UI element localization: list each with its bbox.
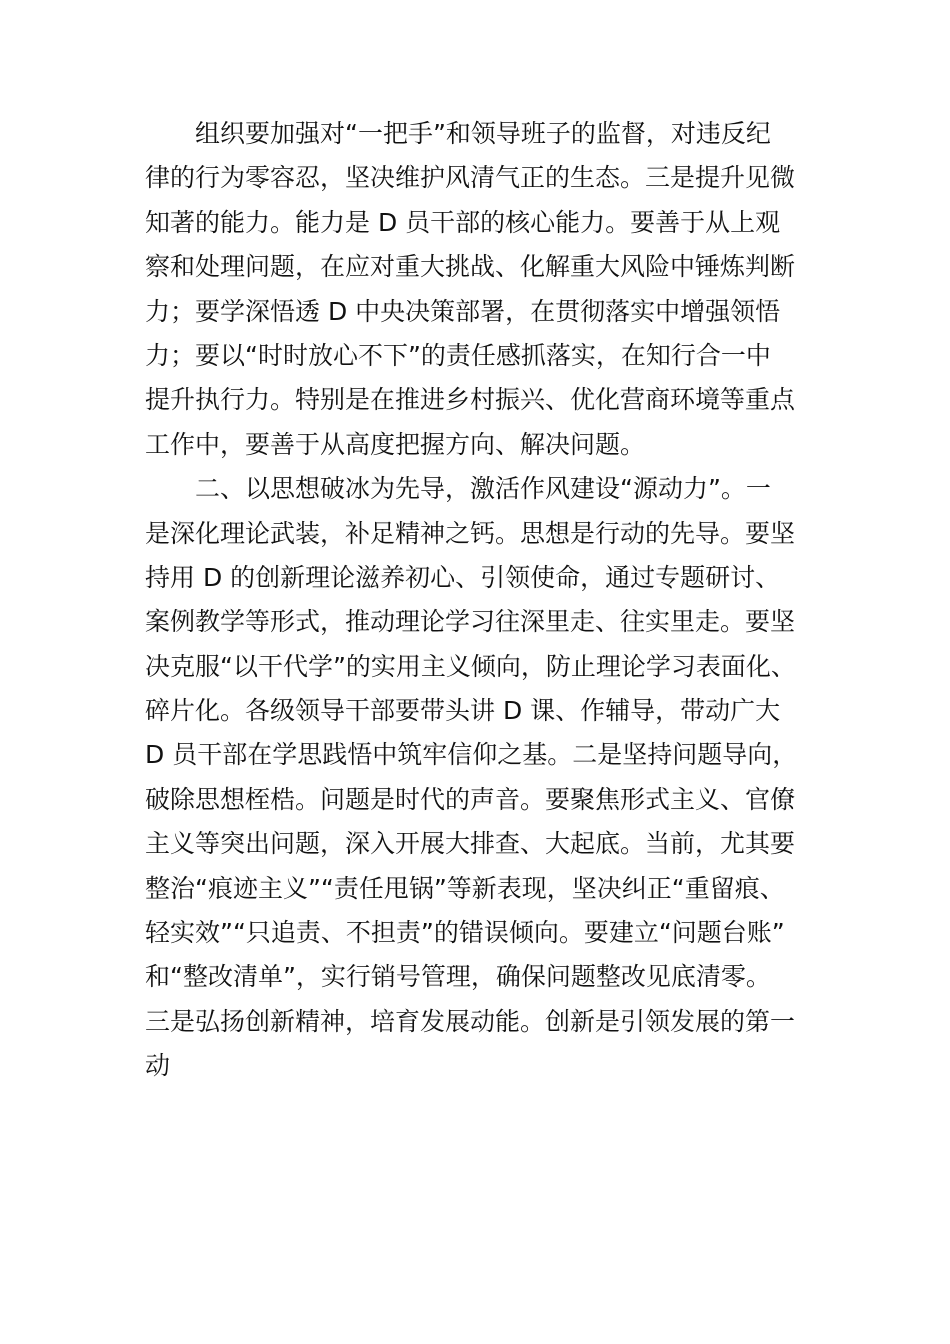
text-line: 是深化理论武装，补足精神之钙。思想是行动的先导。要坚 bbox=[145, 518, 796, 548]
text-line: 案例教学等形式，推动理论学习往深里走、往实里走。要坚 bbox=[145, 607, 796, 637]
text-line: 整治“痕迹主义”“责任甩锅”等新表现，坚决纠正“重留痕、 bbox=[145, 873, 785, 903]
text-line: 力；要以“时时放心不下”的责任感抓落实，在知行合一中 bbox=[145, 340, 771, 370]
text-line: 主义等突出问题，深入开展大排查、大起底。当前，尤其要 bbox=[145, 829, 796, 859]
text-line: 察和处理问题，在应对重大挑战、化解重大风险中锤炼判断 bbox=[145, 252, 796, 282]
text-line: 律的行为零容忍，坚决维护风清气正的生态。三是提升见微 bbox=[145, 163, 796, 193]
text-line: 破除思想桎梏。问题是时代的声音。要聚焦形式主义、官僚 bbox=[145, 784, 796, 814]
text-line: 提升执行力。特别是在推进乡村振兴、优化营商环境等重点 bbox=[145, 385, 796, 415]
text-line: 轻实效”“只追责、不担责”的错误倾向。要建立“问题台账” bbox=[145, 918, 785, 948]
text-line: 工作中，要善于从高度把握方向、解决问题。 bbox=[145, 429, 646, 459]
text-line: 碎片化。各级领导干部要带头讲 D 课、作辅导，带动广大 bbox=[145, 696, 781, 726]
text-line: 持用 D 的创新理论滋养初心、引领使命，通过专题研讨、 bbox=[145, 562, 781, 592]
text-line: 动 bbox=[145, 1051, 171, 1081]
text-line: 组织要加强对“一把手”和领导班子的监督，对违反纪 bbox=[145, 119, 771, 148]
text-line: 知著的能力。能力是 D 员干部的核心能力。要善于从上观 bbox=[145, 207, 781, 237]
text-line: 力；要学深悟透 D 中央决策部署，在贯彻落实中增强领悟 bbox=[145, 296, 781, 326]
text-line: 二、以思想破冰为先导，激活作风建设“源动力”。一 bbox=[145, 474, 771, 504]
text-line: 三是弘扬创新精神，培育发展动能。创新是引领发展的第一 bbox=[145, 1006, 796, 1036]
text-line: 和“整改清单”，实行销号管理，确保问题整改见底清零。 bbox=[145, 962, 771, 992]
text-line: D 员干部在学思践悟中筑牢信仰之基。二是坚持问题导向， bbox=[145, 740, 798, 770]
body-text bbox=[145, 112, 810, 1089]
text-line: 决克服“以干代学”的实用主义倾向，防止理论学习表面化、 bbox=[145, 651, 796, 681]
